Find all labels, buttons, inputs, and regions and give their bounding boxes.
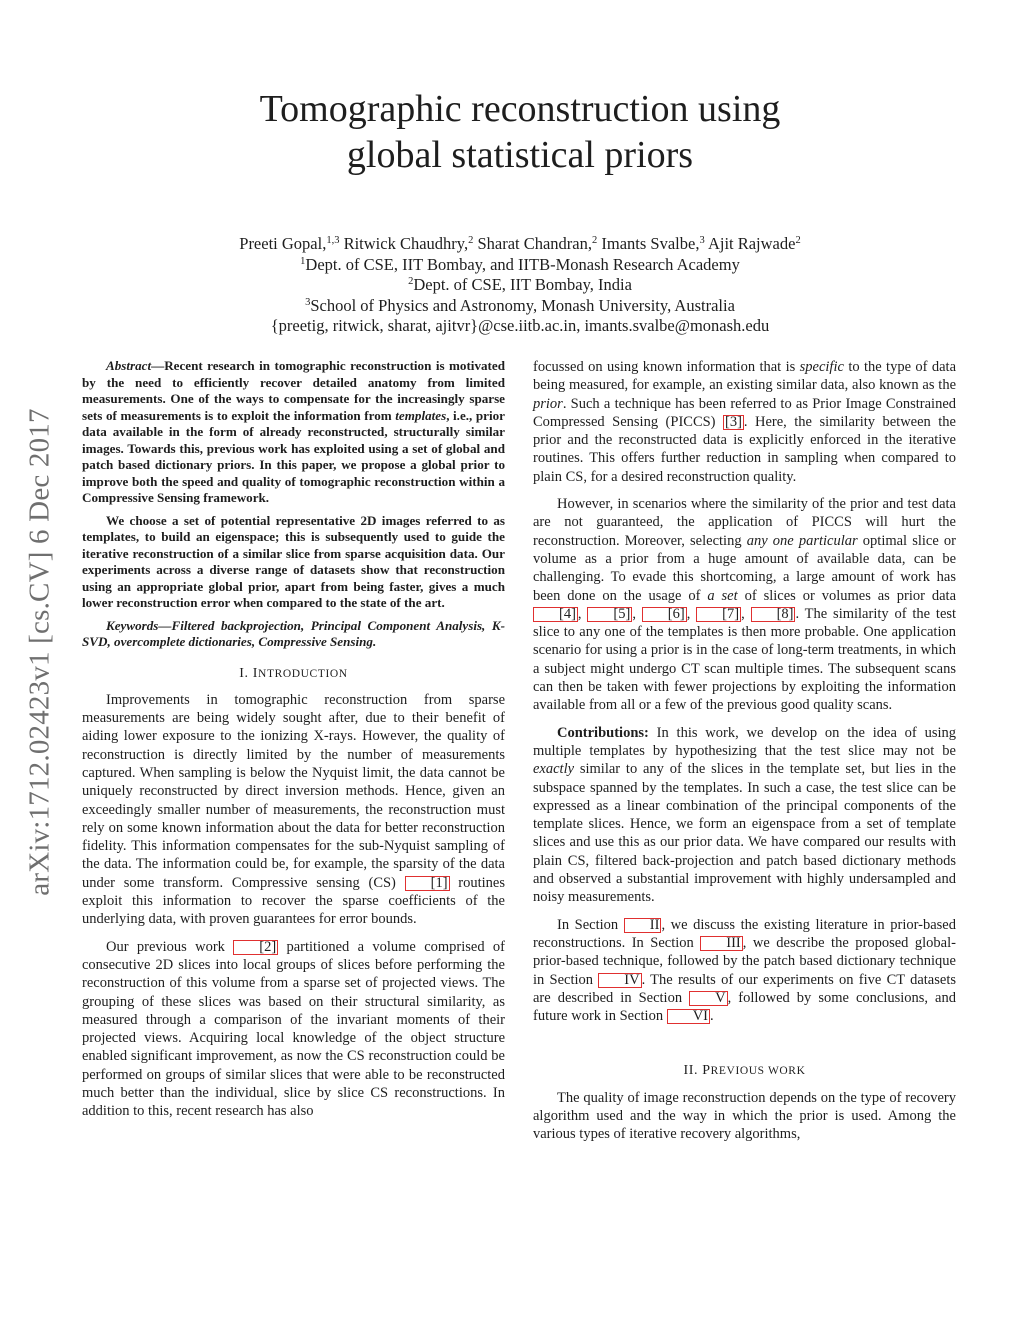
- arxiv-identifier: arXiv:1712.02423v1 [cs.CV] 6 Dec 2017: [23, 408, 56, 896]
- text: .: [710, 1008, 714, 1025]
- text: , i.e., prior data available in the form of already reconstructed, structurally similar images. Towards this, previous work has exploited using a set of global and patch based dictionary priors. In this paper, we propose a global prior to improve both the speed and quality of tomographic reconstruction within a Compressive Sensing framework.: [82, 407, 505, 505]
- author-emails: {preetig, ritwick, sharat, ajitvr}@cse.iitb.ac.in, imants.svalbe@monash.edu: [270, 316, 770, 335]
- keywords-text: —Filtered backprojection, Principal Component Analysis, K-SVD, overcomplete dictionaries, Compressive Sensing.: [82, 617, 505, 649]
- citation-link[interactable]: [7]: [696, 607, 741, 622]
- body-paragraph: However, in scenarios where the similarity of the prior and test data are not guaranteed, the application of PICCS will hurt the reconstruction. Moreover, selecting any one particular optimal slice or volume as a prior from a huge amount of available data, can be challenging. To evade this shortcoming, a large amount of work has been done on the usage of a set of slices or volumes as prior data [4] , [5] , [6] , [7] , [8] . The similarity of the test slice to any one of the templates is then more probable. One application scenario for using a prior is in the case of long-term treatments, in which a subject might undergo CT scan multiple times. The subsequent scans can then be taken with fewer projections by exploiting the information available from all or a few of the previous good quality scans.: [533, 496, 957, 714]
- right-column: [533, 358, 956, 1153]
- section-link[interactable]: VI: [667, 1009, 710, 1024]
- text: In this work, we develop on the idea of using multiple templates by hypothesizing that the test slice may not be: [533, 724, 956, 759]
- section-title-rest: REVIOUS WORK: [710, 1065, 806, 1078]
- title-line-2: global statistical priors: [346, 134, 694, 176]
- text-emph: exactly: [533, 761, 575, 778]
- affil-sup: 1: [300, 255, 306, 267]
- author-affil-sup: 2: [592, 235, 598, 246]
- affiliation-text: Dept. of CSE, IIT Bombay, India: [413, 275, 632, 294]
- section-number: II.: [683, 1063, 699, 1079]
- text: , we discuss the existing literature in prior-based reconstructions. In Section: [533, 916, 956, 951]
- keywords-label: Keywords: [106, 617, 159, 633]
- author: Preeti Gopal,: [239, 234, 327, 253]
- affiliation-text: Dept. of CSE, IIT Bombay, and IITB-Monash Research Academy: [305, 254, 740, 274]
- citation-link[interactable]: [5]: [587, 607, 632, 622]
- text: Improvements in tomographic reconstruction from sparse measurements are being widely sought after, due to their benefit of aiding lower exposure to the ionizing X-rays. However, the quality of reconstruction is directly limited by the number of measurements captured. When sampling is below the Nyquist limit, the data cannot be uniquely reconstructed by direct inversion methods. Hence, given an exceedingly smaller number of measurements, the reconstruction must rely on some known information about the data for better reconstruction fidelity. This information compensates for the sub-Nyquist sampling of the data. The information could be, for example, the sparsity of the data under some transform. Compressive sensing (CS): [82, 691, 505, 891]
- section-heading-previous-work: [533, 1062, 956, 1080]
- author-affil-sup: 2: [795, 235, 801, 246]
- body-paragraph: The quality of image reconstruction depends on the type of recovery algorithm used and the way in which the prior is used. Among the various types of iterative recovery algorithms,: [533, 1089, 956, 1143]
- citation-link[interactable]: [8]: [751, 607, 796, 622]
- intro-paragraph-1: [82, 691, 505, 929]
- affil-sup: 3: [305, 296, 311, 308]
- citation-link[interactable]: [3]: [724, 413, 742, 430]
- citation-link[interactable]: [1]: [405, 876, 450, 891]
- intro-paragraph-2: [82, 938, 505, 1121]
- text-emph: a set: [707, 587, 738, 604]
- title-line-1: Tomographic reconstruction using: [259, 88, 781, 130]
- section-link[interactable]: V: [689, 991, 727, 1006]
- text: In Section: [557, 916, 624, 933]
- citation-link[interactable]: [4]: [533, 607, 578, 622]
- text: focussed on using known information that is: [533, 359, 800, 375]
- author: Ajit Rajwade: [707, 234, 796, 253]
- text: Our previous work: [106, 938, 234, 955]
- affiliation: [100, 296, 940, 317]
- section-number: I.: [239, 665, 249, 681]
- text: —Recent research in tomographic reconstruction is motivated by the need to efficiently recover detailed anatomy from limited measurements. One of the ways to compensate for the increasingly sparse sets of measurements is to exploit the information from: [82, 358, 505, 423]
- author: Imants Svalbe,: [601, 234, 700, 253]
- author: Sharat Chandran,: [477, 234, 593, 253]
- contributions-label: Contributions:: [557, 724, 649, 741]
- abstract-paragraph-2: We choose a set of potential representative 2D images referred to as templates, to build an eigenspace; this is subsequently used to guide the iterative reconstruction of a similar slice from sparse acquisition data. Our experiments across a diverse range of datasets show that reconstruction using an appropriate global prior, apart from being faster, gives a much lower reconstruction error when compared to the state of the art.: [82, 512, 505, 610]
- text: similar to any of the slices in the template set, but lies in the subspace spanned by the templates. In such a case, the test slice can be expressed as a linear combination of the principal components of the template slices. Hence, we form an eigenspace from a set of template slices and use this as our prior data. We have compared our results with plain CS, filtered back-projection and patch based dictionary methods and observed a substantial improvement with highly undersampled and noisy measurements.: [533, 761, 956, 906]
- author-block: [100, 234, 940, 337]
- author: Ritwick Chaudhry,: [343, 234, 469, 253]
- section-title-rest: NTRODUCTION: [258, 667, 348, 680]
- section-heading-introduction: [82, 665, 505, 683]
- affiliation: [100, 275, 940, 296]
- abstract-label: Abstract: [106, 358, 152, 373]
- author-affil-sup: 2: [468, 235, 474, 246]
- contributions-paragraph: [533, 724, 956, 907]
- text-emph: prior: [533, 395, 563, 412]
- citation-link[interactable]: [2]: [233, 940, 278, 955]
- text: partitioned a volume comprised of consecutive 2D slices into local groups of slices before performing the reconstruction of this volume from a sparse set of projected views. The grouping of these slices was based on their structural similarity, as measured through a comparison of the invariant moments of their projected views. Acquiring local knowledge of the object structure enabled significant improvement, as now the CS reconstruction could be performed on groups of similar slices that were able to be reconstructed much better than the individual, slice by slice CS reconstructions. In addition to this, recent research has also: [82, 938, 505, 1120]
- abstract: [82, 358, 505, 651]
- text-emph: any one particular: [746, 532, 858, 549]
- text: . The similarity of the test slice to any one of the templates is then more probable. One application scenario for using a prior is in the case of long-term treatments, in which a subject might undergo CT scan multiple times. The subsequent scans can then be taken with fewer projections by exploiting the information available from all or a few of the previous good quality scans.: [533, 605, 957, 714]
- outline-paragraph: [533, 916, 956, 1026]
- text: . The results of our experiments on five CT datasets are described in Section: [533, 971, 956, 1006]
- abstract-paragraph-1: [82, 358, 505, 507]
- text: , we describe the proposed global-prior-based technique, followed by the patch based dictionary technique in Section: [533, 934, 956, 988]
- text: routines exploit this information to recover the sparse coefficients of the underlying data, with proven guarantees for error bounds.: [82, 874, 505, 928]
- text-emph: specific: [799, 359, 844, 375]
- spacer: [533, 1034, 956, 1048]
- affil-sup: 2: [408, 276, 414, 287]
- paper-title: [120, 86, 920, 178]
- text-emph: templates: [395, 407, 447, 423]
- section-title-initial: P: [702, 1063, 711, 1079]
- section-link[interactable]: III: [700, 936, 743, 951]
- text: . Here, the similarity between the prior and the reconstructed data is explicitly enforced in the iterative routines. This offers further reduction in sampling when compared to plain CS, for a desired reconstruction quality.: [533, 413, 956, 485]
- text: . Such a technique has been referred to as Prior Image Constrained Compressed Sensing (PICCS): [533, 395, 956, 430]
- author-affil-sup: 1,3: [326, 235, 340, 246]
- author-affil-sup: 3: [699, 235, 705, 246]
- text: to the type of data being measured, for example, an existing similar data, also known as the: [533, 359, 956, 394]
- section-link[interactable]: II: [624, 918, 662, 933]
- left-column: [82, 358, 505, 1130]
- affiliation-text: School of Physics and Astronomy, Monash University, Australia: [310, 295, 735, 315]
- keywords: [82, 618, 505, 651]
- citation-link[interactable]: [6]: [642, 607, 687, 622]
- section-title-initial: I: [252, 665, 259, 681]
- affiliation: [100, 255, 940, 276]
- text: , followed by some conclusions, and future work in Section: [533, 989, 956, 1025]
- text: optimal slice or volume as a prior from a huge amount of available data, can be challenging. To evade this shortcoming, a large amount of work has been done on the usage of: [533, 532, 956, 604]
- author-list: [100, 234, 940, 255]
- text: However, in scenarios where the similarity of the prior and test data are not guaranteed, the application of PICCS will hurt the reconstruction. Moreover, selecting: [533, 496, 956, 549]
- body-paragraph: [533, 358, 956, 486]
- text: of slices or volumes as prior data: [737, 587, 957, 604]
- section-link[interactable]: IV: [598, 973, 641, 988]
